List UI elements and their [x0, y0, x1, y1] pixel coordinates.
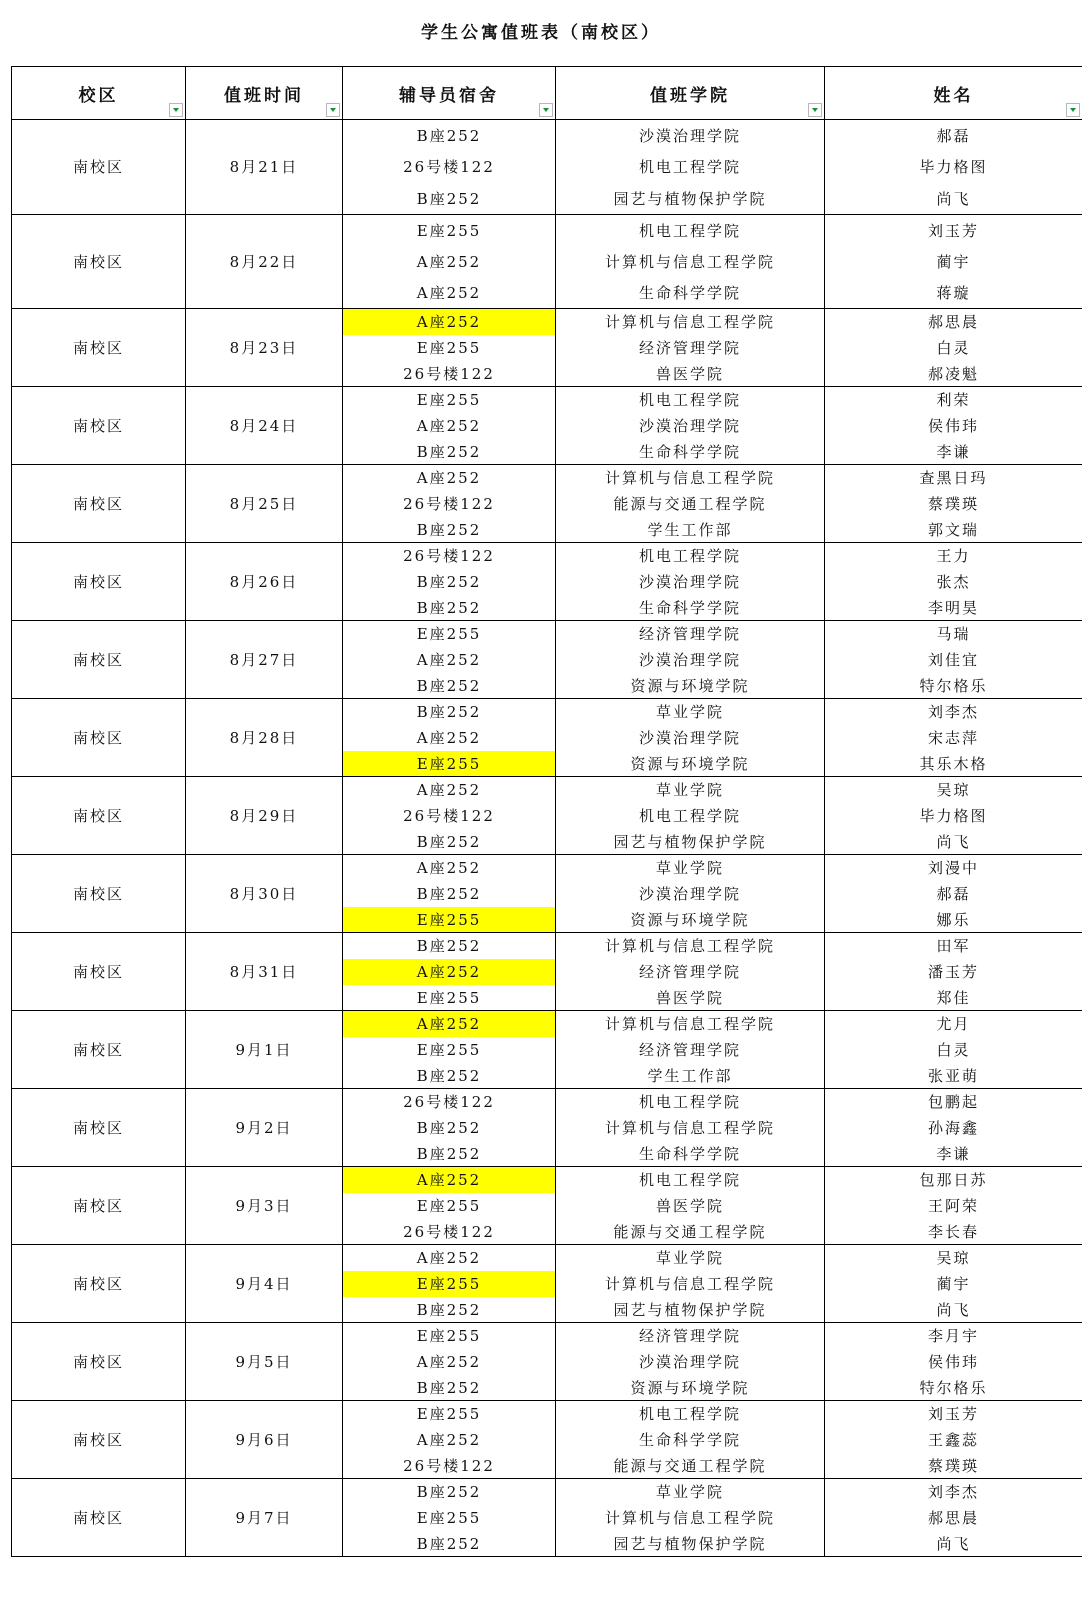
- cell-name[interactable]: 白灵: [825, 1037, 1082, 1063]
- cell-college[interactable]: 沙漠治理学院: [556, 120, 825, 152]
- cell-college[interactable]: 经济管理学院: [556, 959, 825, 985]
- cell-dorm[interactable]: E座255: [343, 1271, 556, 1297]
- cell-dorm[interactable]: E座255: [343, 1505, 556, 1531]
- cell-dorm[interactable]: E座255: [343, 1401, 556, 1427]
- cell-name[interactable]: 尚飞: [825, 1297, 1082, 1323]
- cell-dorm[interactable]: 26号楼122: [343, 361, 556, 387]
- cell-duty-date[interactable]: 9月1日: [186, 1011, 343, 1089]
- header-row: [12, 67, 1082, 120]
- cell-dorm[interactable]: A座252: [343, 1349, 556, 1375]
- cell-duty-date[interactable]: 8月22日: [186, 214, 343, 309]
- cell-dorm[interactable]: 26号楼122: [343, 543, 556, 569]
- cell-name[interactable]: 蔡璞瑛: [825, 491, 1082, 517]
- cell-dorm[interactable]: B座252: [343, 595, 556, 621]
- header-label: 辅导员宿舍: [399, 85, 499, 106]
- cell-dorm[interactable]: E座255: [343, 985, 556, 1011]
- cell-name[interactable]: 王阿荣: [825, 1193, 1082, 1219]
- cell-college[interactable]: 机电工程学院: [556, 1401, 825, 1427]
- cell-college[interactable]: 经济管理学院: [556, 1323, 825, 1349]
- cell-college[interactable]: 能源与交通工程学院: [556, 1453, 825, 1479]
- cell-name[interactable]: 特尔格乐: [825, 673, 1082, 699]
- cell-dorm[interactable]: B座252: [343, 829, 556, 855]
- cell-college[interactable]: 计算机与信息工程学院: [556, 465, 825, 491]
- table-row: [12, 465, 1082, 491]
- cell-name[interactable]: 田军: [825, 933, 1082, 959]
- cell-dorm[interactable]: E座255: [343, 335, 556, 361]
- cell-name[interactable]: 郝思晨: [825, 309, 1082, 335]
- cell-college[interactable]: 学生工作部: [556, 1063, 825, 1089]
- table-row: [12, 621, 1082, 647]
- filter-dropdown-icon[interactable]: [808, 103, 822, 117]
- cell-name[interactable]: 张杰: [825, 569, 1082, 595]
- cell-dorm[interactable]: B座252: [343, 933, 556, 959]
- cell-name[interactable]: 包那日苏: [825, 1167, 1082, 1193]
- cell-campus[interactable]: 南校区: [12, 543, 186, 621]
- cell-dorm[interactable]: B座252: [343, 673, 556, 699]
- cell-duty-date[interactable]: 8月21日: [186, 120, 343, 215]
- cell-dorm[interactable]: B座252: [343, 1063, 556, 1089]
- cell-name[interactable]: 潘玉芳: [825, 959, 1082, 985]
- cell-college[interactable]: 园艺与植物保护学院: [556, 183, 825, 215]
- filter-dropdown-icon[interactable]: [169, 103, 183, 117]
- cell-campus[interactable]: 南校区: [12, 1245, 186, 1323]
- cell-college[interactable]: 机电工程学院: [556, 803, 825, 829]
- cell-dorm[interactable]: E座255: [343, 214, 556, 246]
- cell-name[interactable]: 马瑞: [825, 621, 1082, 647]
- cell-duty-date[interactable]: 8月23日: [186, 309, 343, 387]
- table-row: [12, 699, 1082, 725]
- cell-dorm[interactable]: E座255: [343, 1193, 556, 1219]
- cell-name[interactable]: 王力: [825, 543, 1082, 569]
- cell-campus[interactable]: 南校区: [12, 933, 186, 1011]
- cell-name[interactable]: 郝磊: [825, 120, 1082, 152]
- cell-dorm[interactable]: B座252: [343, 1479, 556, 1505]
- cell-name[interactable]: 李谦: [825, 439, 1082, 465]
- table-row: [12, 387, 1082, 413]
- cell-college[interactable]: 资源与环境学院: [556, 1375, 825, 1401]
- cell-college[interactable]: 园艺与植物保护学院: [556, 829, 825, 855]
- cell-college[interactable]: 生命科学学院: [556, 439, 825, 465]
- cell-dorm[interactable]: 26号楼122: [343, 151, 556, 183]
- table-row: [12, 855, 1082, 881]
- filter-dropdown-icon[interactable]: [539, 103, 553, 117]
- header-duty-time: [186, 67, 343, 120]
- cell-campus[interactable]: 南校区: [12, 1323, 186, 1401]
- cell-dorm[interactable]: B座252: [343, 1141, 556, 1167]
- table-row: [12, 120, 1082, 152]
- header-name: [825, 67, 1082, 120]
- cell-duty-date[interactable]: 8月26日: [186, 543, 343, 621]
- header-label: 校区: [78, 85, 119, 106]
- cell-college[interactable]: 兽医学院: [556, 361, 825, 387]
- cell-name[interactable]: 蔺宇: [825, 246, 1082, 278]
- cell-dorm[interactable]: 26号楼122: [343, 1453, 556, 1479]
- cell-name[interactable]: 刘李杰: [825, 1479, 1082, 1505]
- cell-name[interactable]: 宋志萍: [825, 725, 1082, 751]
- cell-college[interactable]: 机电工程学院: [556, 214, 825, 246]
- cell-college[interactable]: 沙漠治理学院: [556, 881, 825, 907]
- cell-college[interactable]: 沙漠治理学院: [556, 569, 825, 595]
- cell-duty-date[interactable]: 9月6日: [186, 1401, 343, 1479]
- cell-college[interactable]: 兽医学院: [556, 985, 825, 1011]
- cell-college[interactable]: 机电工程学院: [556, 1167, 825, 1193]
- cell-college[interactable]: 草业学院: [556, 777, 825, 803]
- cell-name[interactable]: 郝凌魁: [825, 361, 1082, 387]
- page-title: 学生公寓值班表（南校区）: [421, 23, 661, 43]
- cell-name[interactable]: 包鹏起: [825, 1089, 1082, 1115]
- cell-dorm[interactable]: B座252: [343, 1375, 556, 1401]
- filter-dropdown-icon[interactable]: [326, 103, 340, 117]
- cell-college[interactable]: 机电工程学院: [556, 151, 825, 183]
- cell-campus[interactable]: 南校区: [12, 699, 186, 777]
- cell-dorm[interactable]: B座252: [343, 881, 556, 907]
- cell-campus[interactable]: 南校区: [12, 1401, 186, 1479]
- cell-dorm[interactable]: B座252: [343, 120, 556, 152]
- cell-dorm[interactable]: 26号楼122: [343, 1089, 556, 1115]
- cell-campus[interactable]: 南校区: [12, 855, 186, 933]
- cell-college[interactable]: 计算机与信息工程学院: [556, 309, 825, 335]
- header-label: 姓名: [933, 85, 974, 106]
- cell-name[interactable]: 尚飞: [825, 1531, 1082, 1557]
- cell-college[interactable]: 能源与交通工程学院: [556, 1219, 825, 1245]
- table-row: [12, 1401, 1082, 1427]
- cell-name[interactable]: 张亚萌: [825, 1063, 1082, 1089]
- cell-duty-date[interactable]: 8月31日: [186, 933, 343, 1011]
- cell-college[interactable]: 草业学院: [556, 1479, 825, 1505]
- cell-college[interactable]: 资源与环境学院: [556, 907, 825, 933]
- cell-name[interactable]: 娜乐: [825, 907, 1082, 933]
- cell-dorm[interactable]: A座252: [343, 413, 556, 439]
- cell-campus[interactable]: 南校区: [12, 387, 186, 465]
- cell-dorm[interactable]: B座252: [343, 183, 556, 215]
- table-row: [12, 1011, 1082, 1037]
- cell-name[interactable]: 其乐木格: [825, 751, 1082, 777]
- cell-name[interactable]: 李长春: [825, 1219, 1082, 1245]
- cell-college[interactable]: 草业学院: [556, 1245, 825, 1271]
- cell-duty-date[interactable]: 8月30日: [186, 855, 343, 933]
- cell-college[interactable]: 园艺与植物保护学院: [556, 1531, 825, 1557]
- cell-campus[interactable]: 南校区: [12, 621, 186, 699]
- table-row: [12, 309, 1082, 335]
- cell-duty-date[interactable]: 9月5日: [186, 1323, 343, 1401]
- table-row: [12, 214, 1082, 246]
- table-row: [12, 1167, 1082, 1193]
- cell-dorm[interactable]: A座252: [343, 725, 556, 751]
- table-body: [12, 120, 1082, 1557]
- cell-college[interactable]: 资源与环境学院: [556, 673, 825, 699]
- cell-dorm[interactable]: B座252: [343, 1297, 556, 1323]
- cell-college[interactable]: 学生工作部: [556, 517, 825, 543]
- cell-college[interactable]: 机电工程学院: [556, 1089, 825, 1115]
- table-row: [12, 1479, 1082, 1505]
- cell-college[interactable]: 机电工程学院: [556, 543, 825, 569]
- cell-duty-date[interactable]: 8月27日: [186, 621, 343, 699]
- header-label: 值班时间: [224, 85, 304, 106]
- cell-college[interactable]: 生命科学学院: [556, 277, 825, 309]
- cell-dorm[interactable]: B座252: [343, 517, 556, 543]
- cell-dorm[interactable]: 26号楼122: [343, 491, 556, 517]
- cell-name[interactable]: 吴琼: [825, 1245, 1082, 1271]
- cell-duty-date[interactable]: 9月3日: [186, 1167, 343, 1245]
- cell-name[interactable]: 尚飞: [825, 183, 1082, 215]
- cell-name[interactable]: 蔺宇: [825, 1271, 1082, 1297]
- header-campus: [12, 67, 186, 120]
- cell-name[interactable]: 王鑫蕊: [825, 1427, 1082, 1453]
- cell-dorm[interactable]: A座252: [343, 1245, 556, 1271]
- cell-campus[interactable]: 南校区: [12, 1011, 186, 1089]
- cell-campus[interactable]: 南校区: [12, 465, 186, 543]
- cell-duty-date[interactable]: 8月25日: [186, 465, 343, 543]
- cell-dorm[interactable]: A座252: [343, 777, 556, 803]
- cell-name[interactable]: 毕力格图: [825, 803, 1082, 829]
- cell-name[interactable]: 郑佳: [825, 985, 1082, 1011]
- cell-dorm[interactable]: E座255: [343, 751, 556, 777]
- cell-dorm[interactable]: B座252: [343, 1531, 556, 1557]
- cell-duty-date[interactable]: 9月7日: [186, 1479, 343, 1557]
- cell-college[interactable]: 计算机与信息工程学院: [556, 1271, 825, 1297]
- cell-name[interactable]: 李月宇: [825, 1323, 1082, 1349]
- cell-college[interactable]: 计算机与信息工程学院: [556, 1011, 825, 1037]
- cell-campus[interactable]: 南校区: [12, 214, 186, 309]
- cell-college[interactable]: 计算机与信息工程学院: [556, 933, 825, 959]
- cell-name[interactable]: 李明昊: [825, 595, 1082, 621]
- cell-name[interactable]: 郭文瑞: [825, 517, 1082, 543]
- cell-college[interactable]: 经济管理学院: [556, 621, 825, 647]
- cell-dorm[interactable]: A座252: [343, 277, 556, 309]
- cell-college[interactable]: 计算机与信息工程学院: [556, 1115, 825, 1141]
- header-dorm: [343, 67, 556, 120]
- table-row: [12, 1323, 1082, 1349]
- table-row: [12, 1089, 1082, 1115]
- header-college: [556, 67, 825, 120]
- cell-duty-date[interactable]: 8月28日: [186, 699, 343, 777]
- table-row: [12, 1245, 1082, 1271]
- cell-college[interactable]: 能源与交通工程学院: [556, 491, 825, 517]
- cell-name[interactable]: 刘漫中: [825, 855, 1082, 881]
- cell-name[interactable]: 李谦: [825, 1141, 1082, 1167]
- cell-college[interactable]: 生命科学学院: [556, 1427, 825, 1453]
- cell-name[interactable]: 尚飞: [825, 829, 1082, 855]
- cell-dorm[interactable]: A座252: [343, 309, 556, 335]
- cell-name[interactable]: 吴琼: [825, 777, 1082, 803]
- cell-name[interactable]: 尤月: [825, 1011, 1082, 1037]
- cell-dorm[interactable]: A座252: [343, 1427, 556, 1453]
- cell-name[interactable]: 白灵: [825, 335, 1082, 361]
- cell-name[interactable]: 查黑日玛: [825, 465, 1082, 491]
- cell-dorm[interactable]: E座255: [343, 1037, 556, 1063]
- cell-dorm[interactable]: B座252: [343, 569, 556, 595]
- header-label: 值班学院: [650, 85, 730, 106]
- cell-college[interactable]: 沙漠治理学院: [556, 647, 825, 673]
- table-row: [12, 543, 1082, 569]
- cell-campus[interactable]: 南校区: [12, 1089, 186, 1167]
- cell-dorm[interactable]: A座252: [343, 1011, 556, 1037]
- cell-duty-date[interactable]: 8月29日: [186, 777, 343, 855]
- cell-dorm[interactable]: A座252: [343, 1167, 556, 1193]
- cell-campus[interactable]: 南校区: [12, 1167, 186, 1245]
- cell-dorm[interactable]: A座252: [343, 647, 556, 673]
- cell-campus[interactable]: 南校区: [12, 1479, 186, 1557]
- cell-name[interactable]: 蔡璞瑛: [825, 1453, 1082, 1479]
- cell-college[interactable]: 草业学院: [556, 699, 825, 725]
- cell-dorm[interactable]: 26号楼122: [343, 1219, 556, 1245]
- duty-table: [11, 66, 1082, 1557]
- cell-dorm[interactable]: E座255: [343, 621, 556, 647]
- cell-college[interactable]: 计算机与信息工程学院: [556, 1505, 825, 1531]
- cell-college[interactable]: 兽医学院: [556, 1193, 825, 1219]
- cell-name[interactable]: 郝思晨: [825, 1505, 1082, 1531]
- filter-dropdown-icon[interactable]: [1066, 103, 1080, 117]
- cell-campus[interactable]: 南校区: [12, 309, 186, 387]
- cell-dorm[interactable]: B座252: [343, 1115, 556, 1141]
- cell-duty-date[interactable]: 8月24日: [186, 387, 343, 465]
- cell-college[interactable]: 生命科学学院: [556, 595, 825, 621]
- cell-duty-date[interactable]: 9月4日: [186, 1245, 343, 1323]
- cell-campus[interactable]: 南校区: [12, 777, 186, 855]
- cell-campus[interactable]: 南校区: [12, 120, 186, 215]
- cell-dorm[interactable]: 26号楼122: [343, 803, 556, 829]
- cell-name[interactable]: 侯伟玮: [825, 1349, 1082, 1375]
- cell-college[interactable]: 经济管理学院: [556, 1037, 825, 1063]
- cell-name[interactable]: 刘玉芳: [825, 214, 1082, 246]
- cell-college[interactable]: 沙漠治理学院: [556, 725, 825, 751]
- cell-dorm[interactable]: B座252: [343, 699, 556, 725]
- cell-dorm[interactable]: A座252: [343, 246, 556, 278]
- cell-dorm[interactable]: E座255: [343, 907, 556, 933]
- cell-college[interactable]: 生命科学学院: [556, 1141, 825, 1167]
- cell-name[interactable]: 刘玉芳: [825, 1401, 1082, 1427]
- cell-name[interactable]: 刘李杰: [825, 699, 1082, 725]
- cell-college[interactable]: 沙漠治理学院: [556, 1349, 825, 1375]
- cell-dorm[interactable]: E座255: [343, 1323, 556, 1349]
- cell-name[interactable]: 特尔格乐: [825, 1375, 1082, 1401]
- cell-college[interactable]: 草业学院: [556, 855, 825, 881]
- cell-name[interactable]: 孙海鑫: [825, 1115, 1082, 1141]
- cell-college[interactable]: 计算机与信息工程学院: [556, 246, 825, 278]
- cell-college[interactable]: 资源与环境学院: [556, 751, 825, 777]
- cell-name[interactable]: 侯伟玮: [825, 413, 1082, 439]
- cell-college[interactable]: 经济管理学院: [556, 335, 825, 361]
- cell-name[interactable]: 利荣: [825, 387, 1082, 413]
- cell-name[interactable]: 郝磊: [825, 881, 1082, 907]
- table-row: [12, 777, 1082, 803]
- cell-college[interactable]: 园艺与植物保护学院: [556, 1297, 825, 1323]
- cell-college[interactable]: 机电工程学院: [556, 387, 825, 413]
- table-row: [12, 933, 1082, 959]
- cell-dorm[interactable]: B座252: [343, 439, 556, 465]
- cell-college[interactable]: 沙漠治理学院: [556, 413, 825, 439]
- cell-name[interactable]: 蒋璇: [825, 277, 1082, 309]
- cell-dorm[interactable]: A座252: [343, 855, 556, 881]
- cell-dorm[interactable]: A座252: [343, 959, 556, 985]
- cell-duty-date[interactable]: 9月2日: [186, 1089, 343, 1167]
- cell-dorm[interactable]: A座252: [343, 465, 556, 491]
- cell-name[interactable]: 毕力格图: [825, 151, 1082, 183]
- cell-dorm[interactable]: E座255: [343, 387, 556, 413]
- cell-name[interactable]: 刘佳宜: [825, 647, 1082, 673]
